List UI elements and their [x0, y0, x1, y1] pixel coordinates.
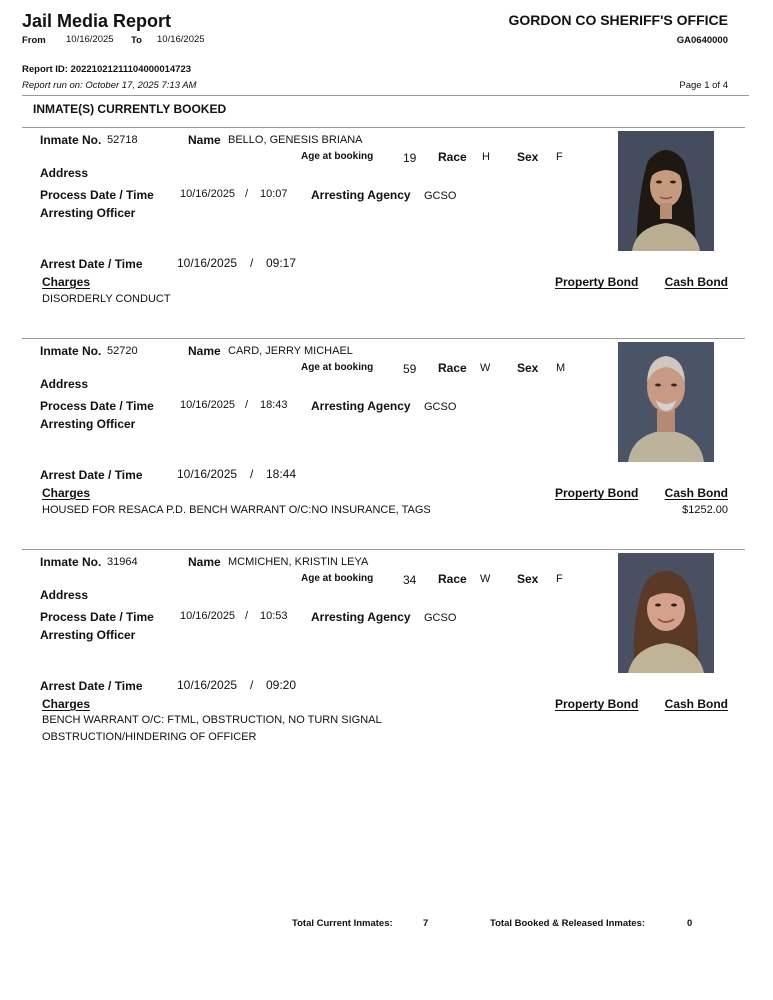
sex-label: Sex: [517, 361, 539, 375]
process-time: 10:53: [260, 610, 288, 622]
inmate-no-label: Inmate No.: [40, 344, 102, 358]
race-label: Race: [438, 572, 467, 586]
process-date: 10/16/2025: [180, 188, 236, 200]
mugshot-photo: [618, 131, 714, 251]
arrest-label: Arrest Date / Time: [40, 468, 143, 482]
cash-bond-label: Cash Bond: [664, 486, 728, 500]
cash-bond-amount: $1252.00: [682, 504, 728, 516]
sex-label: Sex: [517, 150, 539, 164]
arrest-date: 10/16/2025: [177, 678, 238, 692]
mugshot-photo: [618, 342, 714, 462]
property-bond-label: Property Bond: [555, 697, 639, 711]
mugshot-photo: [618, 553, 714, 673]
arresting-agency-label: Arresting Agency: [311, 610, 411, 624]
report-id: Report ID: 20221021211104000014723: [22, 64, 192, 75]
race-label: Race: [438, 361, 467, 375]
arresting-officer-label: Arresting Officer: [40, 206, 136, 220]
to-date: 10/16/2025: [157, 34, 205, 45]
arrest-date: 10/16/2025: [177, 467, 238, 481]
inmate-name: BELLO, GENESIS BRIANA: [228, 134, 363, 146]
arrest-label: Arrest Date / Time: [40, 679, 143, 693]
process-slash: /: [245, 399, 249, 411]
arresting-agency: GCSO: [424, 190, 457, 202]
record-divider: [22, 338, 745, 339]
process-date: 10/16/2025: [180, 399, 236, 411]
name-label: Name: [188, 555, 221, 569]
inmate-no: 52718: [107, 134, 138, 146]
charges-label: Charges: [42, 486, 91, 500]
record-divider: [22, 549, 745, 550]
process-slash: /: [245, 610, 249, 622]
total-released-label: Total Booked & Released Inmates:: [490, 918, 646, 929]
arresting-agency: GCSO: [424, 401, 457, 413]
arrest-slash: /: [250, 256, 254, 270]
inmate-no-label: Inmate No.: [40, 133, 102, 147]
page-number: Page 1 of 4: [679, 80, 728, 91]
arrest-time: 18:44: [266, 467, 297, 481]
inmate-no-label: Inmate No.: [40, 555, 102, 569]
sex-label: Sex: [517, 572, 539, 586]
charges-label: Charges: [42, 697, 91, 711]
address-label: Address: [40, 377, 89, 391]
cash-bond-label: Cash Bond: [664, 697, 728, 711]
arrest-date: 10/16/2025: [177, 256, 238, 270]
charge-line: HOUSED FOR RESACA P.D. BENCH WARRANT O/C:NO INSURANCE, TAGS: [42, 504, 431, 516]
arrest-time: 09:17: [266, 256, 297, 270]
age-value: 19: [403, 151, 417, 165]
process-time: 18:43: [260, 399, 288, 411]
process-label: Process Date / Time: [40, 399, 154, 413]
process-time: 10:07: [260, 188, 288, 200]
age-label: Age at booking: [301, 362, 374, 373]
arrest-slash: /: [250, 678, 254, 692]
race-label: Race: [438, 150, 467, 164]
age-value: 34: [403, 573, 417, 587]
property-bond-label: Property Bond: [555, 275, 639, 289]
from-label: From: [22, 35, 46, 46]
process-label: Process Date / Time: [40, 188, 154, 202]
age-label: Age at booking: [301, 151, 374, 162]
name-label: Name: [188, 133, 221, 147]
total-current-value: 7: [423, 918, 429, 929]
inmate-no: 31964: [107, 556, 138, 568]
arresting-officer-label: Arresting Officer: [40, 628, 136, 642]
charge-line: BENCH WARRANT O/C: FTML, OBSTRUCTION, NO TURN SIGNAL: [42, 714, 382, 726]
to-label: To: [131, 35, 142, 46]
charge-line: OBSTRUCTION/HINDERING OF OFFICER: [42, 731, 257, 743]
sex-value: F: [556, 151, 563, 163]
sex-value: F: [556, 573, 563, 585]
arresting-officer-label: Arresting Officer: [40, 417, 136, 431]
arresting-agency-label: Arresting Agency: [311, 399, 411, 413]
address-label: Address: [40, 588, 89, 602]
race-value: W: [480, 573, 491, 585]
race-value: W: [480, 362, 491, 374]
arrest-slash: /: [250, 467, 254, 481]
total-current-label: Total Current Inmates:: [292, 918, 393, 929]
age-value: 59: [403, 362, 417, 376]
inmate-name: MCMICHEN, KRISTIN LEYA: [228, 556, 369, 568]
header-divider: [22, 95, 749, 96]
total-released-value: 0: [687, 918, 693, 929]
process-label: Process Date / Time: [40, 610, 154, 624]
charge-line: DISORDERLY CONDUCT: [42, 293, 171, 305]
report-run-on: Report run on: October 17, 2025 7:13 AM: [22, 80, 197, 91]
process-slash: /: [245, 188, 249, 200]
sex-value: M: [556, 362, 566, 374]
cash-bond-label: Cash Bond: [664, 275, 728, 289]
race-value: H: [482, 151, 490, 163]
charges-label: Charges: [42, 275, 91, 289]
arrest-label: Arrest Date / Time: [40, 257, 143, 271]
arrest-time: 09:20: [266, 678, 297, 692]
from-date: 10/16/2025: [66, 34, 114, 45]
section-title: INMATE(S) CURRENTLY BOOKED: [33, 102, 227, 116]
address-label: Address: [40, 166, 89, 180]
section-divider: [22, 127, 745, 128]
name-label: Name: [188, 344, 221, 358]
agency-id: GA0640000: [676, 35, 728, 46]
arresting-agency: GCSO: [424, 612, 457, 624]
arresting-agency-label: Arresting Agency: [311, 188, 411, 202]
report-title: Jail Media Report: [22, 11, 172, 31]
property-bond-label: Property Bond: [555, 486, 639, 500]
inmate-no: 52720: [107, 345, 138, 357]
inmate-name: CARD, JERRY MICHAEL: [228, 345, 353, 357]
age-label: Age at booking: [301, 573, 374, 584]
process-date: 10/16/2025: [180, 610, 236, 622]
agency-name: GORDON CO SHERIFF'S OFFICE: [508, 12, 728, 28]
